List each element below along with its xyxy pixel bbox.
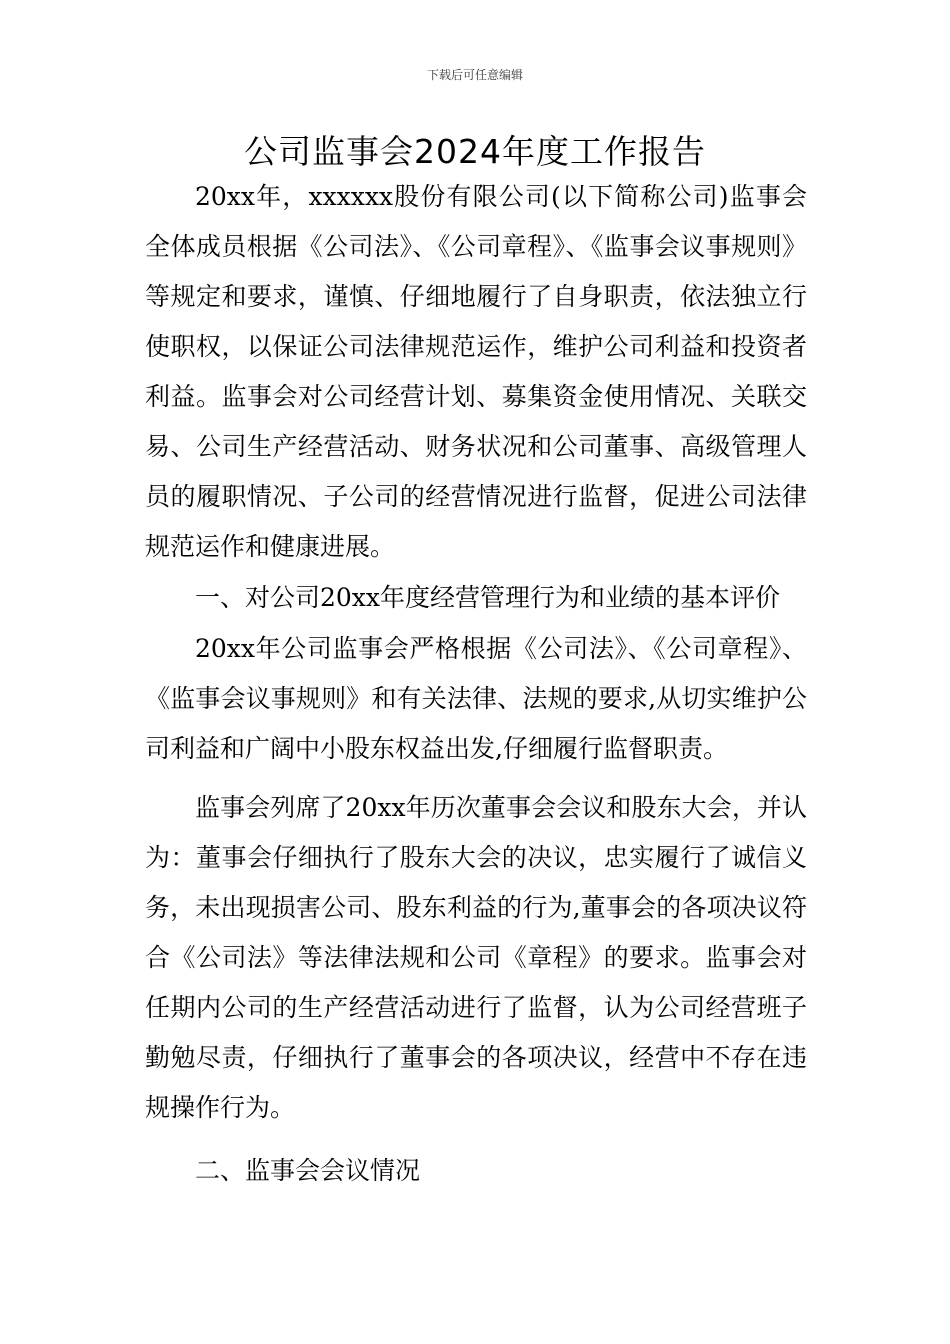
header-note: 下载后可任意编辑 bbox=[426, 68, 523, 82]
paragraph-section-1: 20xx年公司监事会严格根据《公司法》、《公司章程》、《监事会议事规则》和有关法律、法规的要求,从切实维护公司利益和广阔中小股东权益出发,仔细履行监督职责。 bbox=[145, 634, 807, 763]
paragraph-intro: 20xx年，xxxxxx股份有限公司(以下简称公司)监事会全体成员根据《公司法》、《公司章程》、《监事会议事规则》等规定和要求，谨慎、仔细地履行了自身职责，依法独立行使职权，以保证公司法律规范运作，维护公司利益和投资者利益。监事会对公司经营计划、募集资金使用情况、关联交易、公司生产经营活动、财务状况和公司董事、高级管理人员的履职情况、子公司的经营情况进行监督，促进公司法律规范运作和健康进展。 bbox=[145, 182, 807, 561]
document-title: 公司监事会2024年度工作报告 bbox=[244, 132, 706, 171]
paragraph-board-meetings: 监事会列席了20xx年历次董事会会议和股东大会，并认为：董事会仔细执行了股东大会的决议，忠实履行了诚信义务，未出现损害公司、股东利益的行为,董事会的各项决议符合《公司法》等法律法规和公司《章程》的要求。监事会对任期内公司的生产经营活动进行了监督，认为公司经营班子勤勉尽责，仔细执行了董事会的各项决议，经营中不存在违规操作行为。 bbox=[145, 793, 807, 1122]
document-body bbox=[145, 172, 807, 1196]
section-heading-2: 二、监事会会议情况 bbox=[195, 1156, 421, 1185]
section-heading-1: 一、对公司20xx年度经营管理行为和业绩的基本评价 bbox=[195, 583, 781, 612]
